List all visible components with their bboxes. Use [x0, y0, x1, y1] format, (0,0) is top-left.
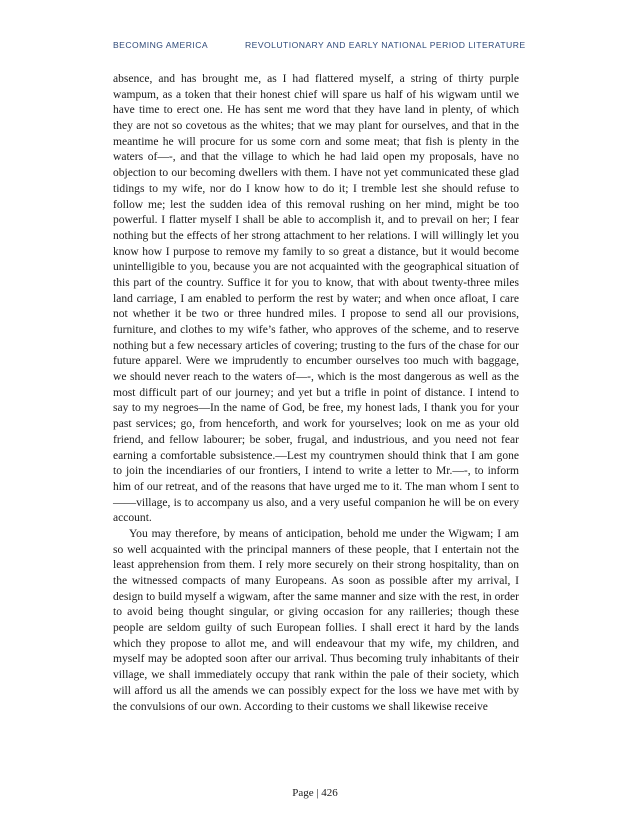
page-number: Page | 426	[292, 787, 338, 799]
header-book-title: BECOMING AMERICA	[113, 40, 209, 50]
body-text	[113, 72, 519, 715]
header-section-title: REVOLUTIONARY AND EARLY NATIONAL PERIOD LITERATURE	[245, 40, 526, 50]
paragraph: You may therefore, by means of anticipation, behold me under the Wigwam; I am so well acquainted with the principal manners of these people, that I entertain not the least apprehension from them. I rely more securely on their strong hospitality, than on the witnessed compacts of many Europeans. As soon as possible after my arrival, I design to build myself a wigwam, after the same manner and size with the rest, in order to avoid being thought singular, or giving occasion for any railleries; though these people are seldom guilty of such European follies. I shall erect it hard by the lands which they propose to allot me, and will endeavour that my wife, my children, and myself may be adopted soon after our arrival. Thus becoming truly inhabitants of their village, we shall immediately occupy that rank within the pale of their society, which will afford us all the amends we can possibly expect for the loss we have met with by the convulsions of our own. According to their customs we shall likewise receive	[113, 527, 519, 713]
paragraph-continued: absence, and has brought me, as I had flattered myself, a string of thirty purple wampum, as a token that their honest chief will spare us half of his wigwam until we have time to erect one. He has sent me word that they have land in plenty, of which they are not so covetous as the whites; that we may plant for ourselves, and that in the meantime he will procure for us some corn and some meat; that fish is plenty in the waters of—-, and that the village to which he had laid open my proposals, have no objection to our becoming dwellers with them. I have not yet communicated these glad tidings to my wife, nor do I know how to do it; I tremble lest she should refuse to follow me; lest the sudden idea of this removal rushing on her mind, might be too powerful. I flatter myself I shall be able to accomplish it, and to prevail on her; I fear nothing but the effects of her strong attachment to her relations. I will willingly let you know how I purpose to remove my family to so great a distance, but it would become unintelligible to you, because you are not acquainted with the geographical situation of this part of the country. Suffice it for you to know, that with about twenty-three miles land carriage, I am enabled to perform the rest by water; and when once afloat, I care not whether it be two or three hundred miles. I propose to send all our provisions, furniture, and clothes to my wife’s father, who approves of the scheme, and to reserve nothing but a few necessary articles of covering; trusting to the furs of the chase for our future apparel. Were we imprudently to encumber ourselves too much with baggage, we should never reach to the waters of—-, which is the most dangerous as well as the most difficult part of our journey; and yet but a trifle in point of distance. I intend to say to my negroes—In the name of God, be free, my honest lads, I thank you for your past services; go, from henceforth, and work for yourselves; look on me as your old friend, and fellow labourer; be sober, frugal, and industrious, and you need not fear earning a comfortable subsistence.—Lest my countrymen should think that I am gone to join the incendiaries of our frontiers, I intend to write a letter to Mr.—-, to inform him of our retreat, and of the reasons that have urged me to it. The man whom I sent to——village, is to accompany us also, and a very useful companion he will be on every account.	[113, 73, 519, 525]
